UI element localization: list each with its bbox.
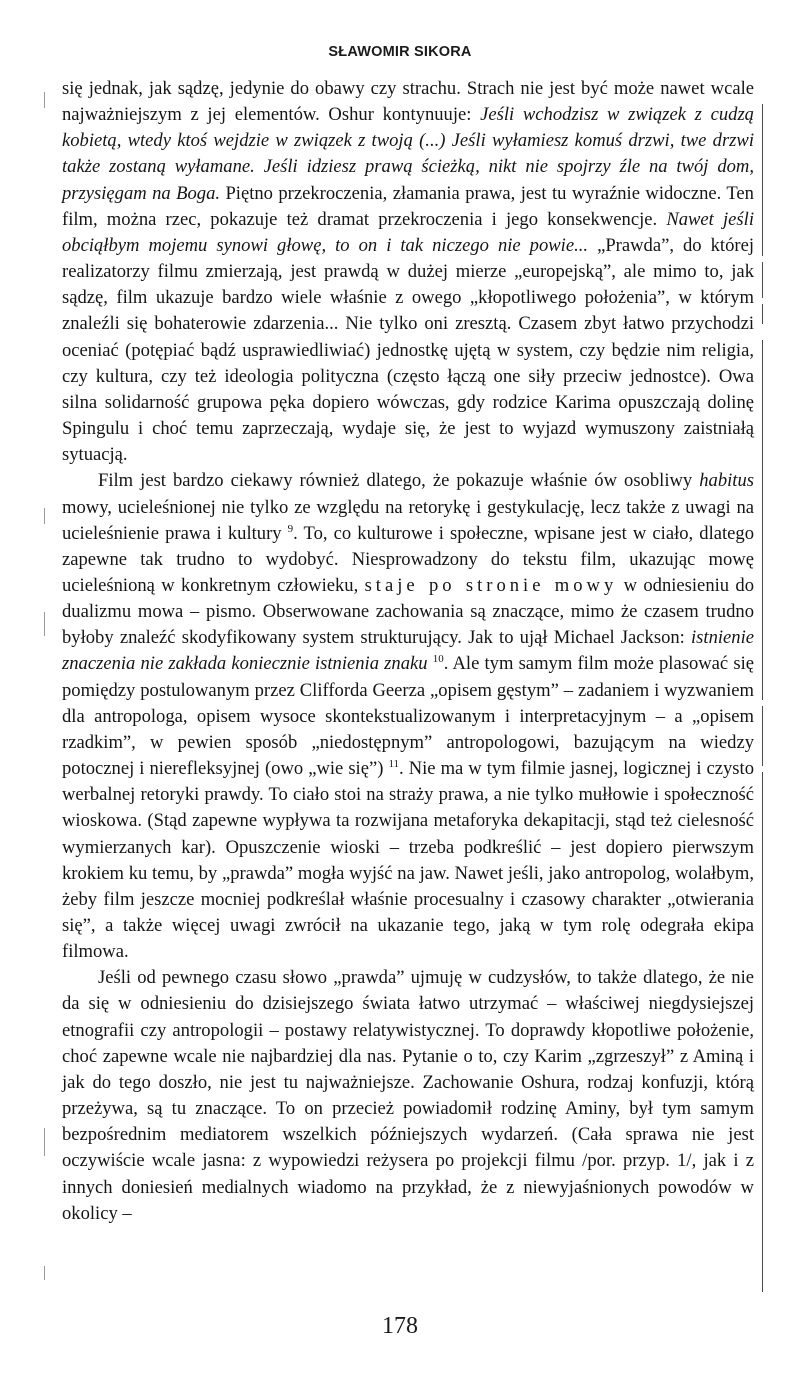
- text-run: w odniesieniu do dualizmu mowa – pismo. Obserwowane zachowania są znaczące, mimo że czasem trudno byłoby znaleźć skodyfikowany system strukturujący. Jak to ujął Michael Jackson:: [62, 574, 754, 649]
- left-margin-rule: [44, 1266, 45, 1280]
- footnote-ref: 9: [287, 522, 294, 535]
- spaced-emphasis: staje po stronie mowy: [364, 574, 618, 596]
- right-margin-rule: [762, 772, 763, 1292]
- left-margin-rule: [44, 612, 45, 636]
- paragraph: [62, 965, 754, 1227]
- running-header: SŁAWOMIR SIKORA: [328, 44, 472, 60]
- text-run: . Nie ma w tym filmie jasnej, logicznej i czysto werbalnej retoryki prawdy. To ciało stoi na straży prawa, a nie tylko mułłowie i społeczność wioskowa. (Stąd zapewne wypływa ta rozwijana metaforyka dekapitacji, stąd też cielesność wymierzanych kar). Opuszczenie wioski – trzeba podkreślić – jest dopiero pierwszym krokiem ku temu, by „prawda” mogła wyjść na jaw. Nawet jeśli, jako antropolog, wolałbym, żeby film jeszcze mocniej podkreślał właśnie procesualny i czasowy charakter „otwierania się”, a także więcej uwagi zwrócił na ukazanie tego, jaką w tym rolę odegrała ekipa filmowa.: [62, 758, 755, 963]
- text-run: się jednak, jak sądzę, jedynie do obawy czy strachu. Strach nie jest być może nawet wcale najważniejszym z jej elementów. Oshur kontynuuje:: [62, 78, 754, 126]
- footnote-ref: 11: [388, 758, 400, 771]
- text-run: . Ale tym samym film może plasować się pomiędzy postulowanym przez Clifforda Geerza „opisem gęstym” – zadaniem i wyzwaniem dla antropologa, opisem wysoce skontekstualizowanym i interpretacyjnym – a „opisem rzadkim”, w pewien sposób „niedostępnym” antropologowi, bazującym na wiedzy potocznej i nierefleksyjnej (owo „wie się”): [62, 653, 754, 780]
- italic-text: Jeśli wchodzisz w związek z cudzą kobietą, wtedy ktoś wejdzie w związek z twoją (...) Jeśli wyłamiesz komuś drzwi, twe drzwi także zostaną wyłamane. Jeśli idziesz prawą ścieżką, nikt nie spojrzy źle na twój dom, przysięgam na Boga.: [62, 104, 754, 204]
- italic-text: habitus: [699, 470, 754, 492]
- text-run: mowy, ucieleśnionej nie tylko ze względu na retorykę i gestykulację, lecz także z uwagi na ucieleśnienie prawa i kultury: [62, 496, 754, 544]
- left-margin-rule: [44, 1128, 45, 1156]
- text-run: . To, co kulturowe i społeczne, wpisane jest w ciało, dlatego zapewne tak trudno to wydobyć. Niesprowadzony do tekstu film, ukazując mowę ucieleśnioną w konkretnym człowieku,: [62, 522, 754, 596]
- body-text: [62, 76, 754, 1227]
- paragraph: [62, 76, 754, 468]
- text-run: Jeśli od pewnego czasu słowo „prawda” ujmuję w cudzysłów, to także dlatego, że nie da się w odniesieniu do dzisiejszego świata łatwo utrzymać – właściwej niegdysiejszej etnografii czy antropologii – postawy relatywistycznej. To doprawdy kłopotliwe położenie, choć zapewne wcale nie najbardziej dla nas. Pytanie o to, czy Karim „zgrzeszył” z Aminą i jak do tego doszło, nie jest tu najważniejsze. Zachowanie Oshura, rodzaj konfuzji, którą przeżywa, są tu znaczące. To on przecież powiadomił rodzinę Aminy, był tym samym bezpośrednim mediatorem wszelkich późniejszych wydarzeń. (Cała sprawa nie jest oczywiście wcale jasna: z wypowiedzi reżysera po projekcji filmu /por. przyp. 1/, jak i z innych doniesień medialnych wiadomo na przykład, że z niewyjaśnionych powodów w okolicy –: [62, 967, 754, 1224]
- right-margin-rule: [762, 262, 763, 298]
- text-run: „Prawda”, do której realizatorzy filmu zmierzają, jest prawdą w dużej mierze „europejską”, ale mimo to, jak sądzę, film ukazuje bardzo wiele właśnie z owego „kłopotliwego położenia”, w którym znaleźli się bohaterowie zdarzenia... Nie tylko oni zresztą. Czasem zbyt łatwo przychodzi oceniać (potępiać bądź usprawiedliwiać) jednostkę ujętą w system, czy będzie nim religia, czy kultura, czy też ideologia polityczna (często łączą one siły przeciw jednostce). Owa silna solidarność grupowa pęka dopiero wówczas, gdy rodzice Karima opuszczają dolinę Spingulu i choć temu zaprzeczają, wydaje się, że jest to wyjazd wymuszony zaistniałą sytuacją.: [62, 234, 754, 466]
- right-margin-rule: [762, 706, 763, 766]
- italic-text: Nawet jeśli obciąłbym mojemu synowi głowę, to on i tak niczego nie powie...: [62, 208, 755, 256]
- left-margin-rule: [44, 92, 45, 108]
- right-margin-rule: [762, 340, 763, 700]
- right-margin-rule: [762, 304, 763, 324]
- text-run: Piętno przekroczenia, złamania prawa, jest tu wyraźnie widoczne. Ten film, można rzec, pokazuje też dramat przekroczenia i jego konsekwencje.: [62, 182, 754, 230]
- left-margin-rule: [44, 508, 45, 524]
- paragraph: [62, 468, 754, 965]
- page-number: 178: [382, 1313, 418, 1339]
- italic-text: istnienie znaczenia nie zakłada koniecznie istnienia znaku: [62, 627, 754, 675]
- text-run: Film jest bardzo ciekawy również dlatego, że pokazuje właśnie ów osobliwy: [98, 470, 700, 492]
- right-margin-rule: [762, 104, 763, 256]
- footnote-ref: 10: [432, 653, 444, 666]
